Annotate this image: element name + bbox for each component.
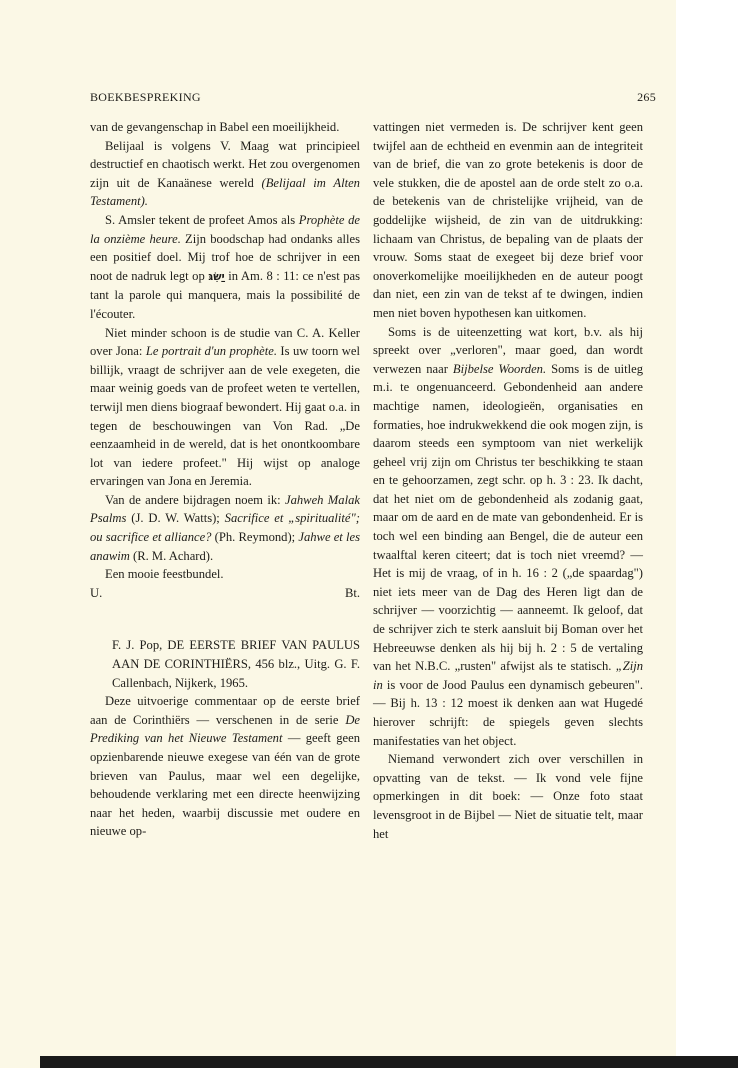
running-head: [90, 90, 656, 106]
paragraph: vattingen niet vermeden is. De schrijver kent geen twijfel aan de echtheid en evenmin aan de integriteit van de brief, die van zo grote betekenis is door de vele stukken, die de apostel aan de orde stelt zo o.a. de betekenis van de christelijke vrijheid, van de goddelijke wijsheid, de zin van de uitdrukking: lichaam van Christus, de bepaling van de plaats der vrouw. Soms staat de exegeet bij deze brief voor onoverkomelijke moeilijkheden en de auteur poogt dan niet, een zin van de tekst af te dwingen, indien men niet boven hypothesen kan uitkomen.: [373, 120, 643, 320]
running-title: BOEKBESPREKING: [90, 90, 201, 104]
book-title: De Prediking van het Nieuwe Testament: [90, 712, 360, 746]
paragraph: Deze uitvoerige commentaar op de eerste brief aan de Corinthiërs — verschenen in de serie De Prediking van het Nieuwe Testament — geeft geen opzienbarende nieuwe exegese van één van de grote brieven van Paulus, maar wel een degelijke, behoudende verklaring met een directe heenwijzing naar het heden, waarbij discussie met oudere en nieuwe op-: [90, 694, 361, 839]
book-title: Bijbelse Woorden.: [452, 361, 547, 376]
scan-bottom-edge: [40, 1056, 738, 1068]
page-number: 265: [637, 90, 656, 104]
paragraph: Een mooie feestbundel.: [105, 567, 224, 582]
book-title: Jahwe et les anawim: [90, 530, 360, 563]
signature-right: Bt.: [344, 585, 360, 600]
paragraph: Niet minder schoon is de studie van C. A. Keller over Jona: Le portrait d'un prophète. Is uw toorn wel billijk, vraagt de schrijver aan de vele exegeten, die maar weinig goeds van de profeet weten te vertellen, terwijl men diens biograaf bewondert. Hij gaat o.a. in tegen de beschouwingen van Von Rad. „De eenzaamheid in de wereld, dat is het onontkoombare lot van iedere profeet." Hij wijst op analoge ervaringen van Jona en Jeremia.: [90, 325, 360, 489]
book-title: Sacrifice et „spiritualité"; ou sacrifice et alliance?: [90, 511, 360, 545]
hebrew-word: יַשִּׂגּ: [208, 269, 225, 283]
book-title: Prophète de la onzième heure.: [90, 212, 360, 246]
book-title: Jahweh Malak Psalms: [90, 492, 360, 526]
signature-left: U.: [90, 585, 103, 600]
paragraph: Soms is de uiteenzetting wat kort, b.v. als hij spreekt over „verloren", maar goed, dan wordt verwezen naar Bijbelse Woorden. Soms is de uitleg m.i. te ongenuanceerd. Gebondenheid aan andere machtige namen, ideologieën, organisaties en formaties, hoe indrukwekkend die ook mogen zijn, is daarom steeds een symptoom van niet werkelijk geheel vrij zijn om Christus ter beschikking te staan en te gehoorzamen, zegt schr. op h. 3 : 23. Ik dacht, dat het niet om de gebondenheid als zodanig gaat, maar om de aard en de mate van gebondenheid. Er is toch wel een binding aan Bengel, die de auteur een twaalftal keren citeert; dat is toch niet vreemd? — Het is mij de vraag, of in h. 16 : 2 („de spaardag") niet iets meer van de Dag des Heren ligt dan de schrijver — voorzichtig — aanneemt. Ik geloof, dat de schrijver zich te sterk aansluit bij Boman over het Hebreeuwse denken als hij bij h. 2 : 5 de vertaling van het N.B.C. „rusten" afwijst als te statisch. „Zijn in is voor de Jood Paulus een dynamisch gebeuren". — Bij h. 13 : 12 moest ik denken aan wat Hugedé hierover schrijft: de spiegels geven slechts manifestaties van het object.: [373, 324, 643, 748]
book-title: Le portrait d'un prophète.: [145, 344, 277, 359]
left-column: [90, 118, 360, 841]
paragraph: Van de andere bijdragen noem ik: Jahweh Malak Psalms (J. D. W. Watts); Sacrifice et „spiritualité"; ou sacrifice et alliance? (Ph. Reymond); Jahwe et les anawim (R. M. Achard).: [90, 492, 360, 563]
italic-phrase: „Zijn in: [373, 659, 643, 692]
page-margin-edge: [676, 0, 738, 1068]
book-title: (Belijaal im Alten Testament).: [90, 175, 360, 209]
paragraph: Niemand verwondert zich over verschillen in opvatting van de tekst. — Ik vond vele fijne opmerkingen in dit boek: — Onze foto staat levensgroot in de Bijbel — Niet de situatie telt, maar het: [373, 752, 643, 841]
review-signature: [90, 584, 360, 603]
paragraph: Belijaal is volgens V. Maag wat principieel destructief en chaotisch werkt. Het zou overgenomen zijn uit de Kanaänese wereld (Belijaal im Alten Testament).: [90, 138, 360, 209]
paragraph: van de gevangenschap in Babel een moeilijkheid.: [90, 120, 340, 134]
review-heading: F. J. Pop, DE EERSTE BRIEF VAN PAULUS AAN DE CORINTHIËRS, 456 blz., Uitg. G. F. Callenbach, Nijkerk, 1965.: [112, 638, 360, 690]
paragraph: S. Amsler tekent de profeet Amos als Prophète de la onzième heure. Zijn boodschap had ondanks alles een positief doel. Mij trof hoe de schrijver in een noot de nadruk legt op יַשִּׂגּ in Am. 8 : 11: ce n'est pas tant la parole qui manquera, mais la possibilité de l'écouter.: [90, 212, 360, 321]
right-column: [373, 118, 643, 843]
